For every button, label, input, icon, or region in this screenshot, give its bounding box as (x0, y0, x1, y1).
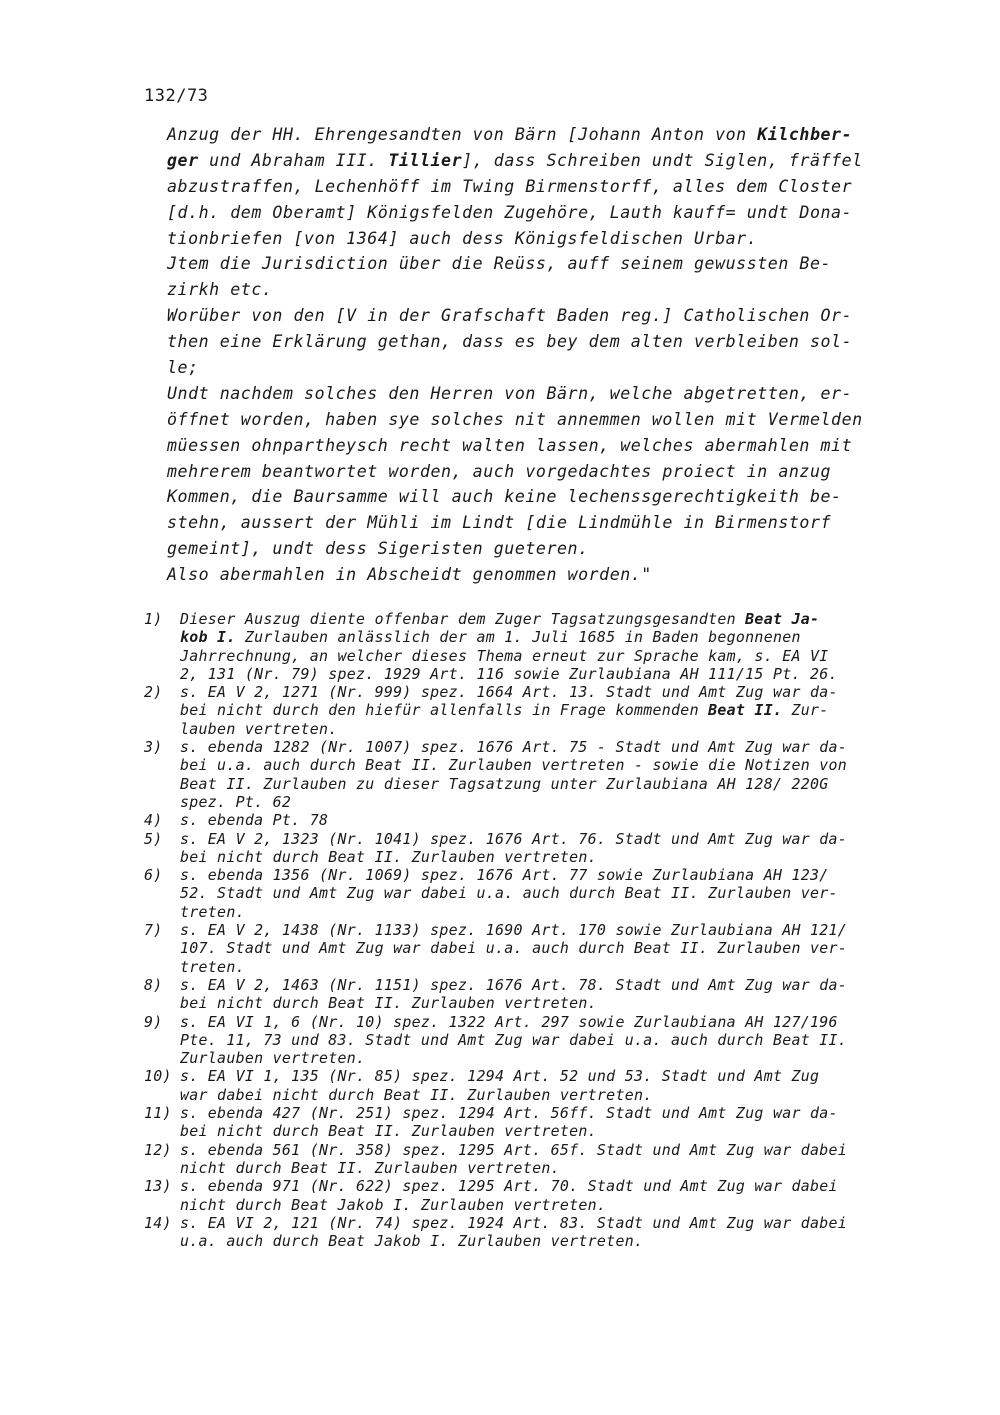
footnote-item (144, 1214, 944, 1251)
text-line (167, 277, 927, 303)
footnote-number: 4) (144, 811, 163, 830)
text-run: nicht durch Beat II. Zurlauben vertreten. (180, 1158, 560, 1177)
bold-name-text: Beat II. (708, 701, 783, 720)
text-run: stehn, aussert der Mühli im Lindt [die Lindmühle in Birmenstorf (167, 513, 832, 533)
footnote-line (180, 1031, 944, 1049)
footnote-line (180, 1141, 944, 1159)
text-run: treten. (180, 902, 245, 921)
footnote-number: 9) (144, 1012, 163, 1031)
text-run: zirkh etc. (167, 280, 273, 300)
bold-name-text: Tillier (388, 150, 463, 170)
footnote-item (144, 866, 944, 921)
footnote-number: 14) (144, 1213, 172, 1232)
footnote-item (144, 1067, 944, 1104)
text-run: müessen ohnpartheysch recht walten lassen, welches abermahlen mit (167, 435, 853, 455)
text-line (167, 510, 927, 536)
text-run: then eine Erklärung gethan, dass es bey dem alten verbleiben sol- (167, 332, 853, 352)
footnote-item (144, 1177, 944, 1214)
footnote-line (180, 921, 944, 939)
bold-name-text: ger (167, 150, 199, 170)
text-line (167, 484, 927, 510)
text-run: Zurlauben anlässlich der am 1. Juli 1685 in Baden begonnenen (235, 628, 801, 647)
text-run: Anzug der HH. Ehrengesandten von Bärn [Johann Anton von (167, 125, 758, 144)
text-run: spez. Pt. 62 (180, 792, 292, 811)
text-run: le; (167, 358, 199, 378)
text-run: [d.h. dem Oberamt] Königsfelden Zugehöre, Lauth kauff= undt Dona- (167, 202, 853, 222)
footnote-line (180, 793, 944, 811)
text-run: treten. (180, 957, 245, 976)
text-line (167, 226, 927, 252)
text-line (167, 303, 927, 329)
text-run: Worüber von den [V in der Grafschaft Baden reg.] Catholischen Or- (167, 306, 853, 326)
footnote-number: 3) (144, 738, 163, 757)
text-run: s. EA V 2, 1323 (Nr. 1041) spez. 1676 Art. 76. Stadt und Amt Zug war da- (180, 829, 848, 848)
footnote-number: 6) (144, 866, 163, 885)
text-run: u.a. auch durch Beat Jakob I. Zurlauben vertreten. (180, 1232, 644, 1251)
footnotes-section (144, 610, 944, 1250)
text-run: s. EA V 2, 1463 (Nr. 1151) spez. 1676 Art. 78. Stadt und Amt Zug war da- (180, 975, 848, 994)
footnote-line (180, 1177, 944, 1195)
text-run: 52. Stadt und Amt Zug war dabei u.a. auch durch Beat II. Zurlauben ver- (180, 884, 838, 903)
text-run: bei nicht durch Beat II. Zurlauben vertreten. (180, 994, 597, 1013)
text-run: bei nicht durch den hiefür allenfalls in Frage kommenden (180, 701, 709, 720)
footnote-line (180, 610, 944, 628)
bold-name-text: Kilchber- (757, 125, 853, 144)
footnote-line (180, 1122, 944, 1140)
text-run: s. EA VI 1, 6 (Nr. 10) spez. 1322 Art. 297 sowie Zurlaubiana AH 127/196 (180, 1012, 838, 1031)
footnote-number: 11) (144, 1104, 172, 1123)
footnote-item (144, 610, 944, 683)
text-line (167, 355, 927, 381)
text-run: Beat II. Zurlauben zu dieser Tagsatzung unter Zurlaubiana AH 128/ 220G (180, 774, 829, 793)
text-line (167, 148, 927, 174)
footnote-item (144, 1013, 944, 1068)
quoted-document-text (167, 122, 927, 588)
text-run: 2, 131 (Nr. 79) spez. 1929 Art. 116 sowie Zurlaubiana AH 111/15 Pt. 26. (180, 664, 838, 683)
text-run: Kommen, die Baursamme will auch keine lechenssgerechtigkeith be- (167, 487, 842, 507)
footnote-line (180, 830, 944, 848)
text-run: Pte. 11, 73 und 83. Stadt und Amt Zug war dabei u.a. auch durch Beat II. (180, 1030, 848, 1049)
text-run: s. EA VI 1, 135 (Nr. 85) spez. 1294 Art. 52 und 53. Stadt und Amt Zug (180, 1067, 820, 1086)
footnote-line (180, 647, 944, 665)
footnote-line (180, 756, 944, 774)
text-run: lauben vertreten. (180, 719, 338, 738)
footnote-line (180, 701, 944, 719)
text-run: s. ebenda 427 (Nr. 251) spez. 1294 Art. 56ff. Stadt und Amt Zug war da- (180, 1104, 838, 1123)
text-run: tionbriefen [von 1364] auch dess Königsfeldischen Urbar. (167, 228, 758, 248)
footnote-line (180, 1159, 944, 1177)
text-line (167, 381, 927, 407)
footnote-line (180, 775, 944, 793)
footnote-number: 10) (144, 1067, 172, 1086)
text-run: Zur- (782, 701, 829, 720)
text-run: Jahrrechnung, an welcher dieses Thema erneut zur Sprache kam, s. EA VI (180, 646, 829, 665)
footnote-number: 8) (144, 975, 163, 994)
footnote-item (144, 921, 944, 976)
text-run: bei u.a. auch durch Beat II. Zurlauben vertreten - sowie die Notizen von (180, 756, 848, 775)
text-run: s. EA VI 2, 121 (Nr. 74) spez. 1924 Art. 83. Stadt und Amt Zug war dabei (180, 1213, 848, 1232)
text-run: mehrerem beantwortet worden, auch vorgedachtes proiect in anzug (167, 461, 832, 481)
footnote-item (144, 738, 944, 811)
text-run: bei nicht durch Beat II. Zurlauben vertreten. (180, 1122, 597, 1141)
text-line (167, 122, 927, 148)
footnote-line (180, 903, 944, 921)
footnote-line (180, 994, 944, 1012)
text-run: bei nicht durch Beat II. Zurlauben vertreten. (180, 847, 597, 866)
text-line (167, 459, 927, 485)
text-run: s. ebenda Pt. 78 (180, 811, 329, 830)
footnote-line (180, 628, 944, 646)
footnote-number: 7) (144, 921, 163, 940)
footnote-line (180, 720, 944, 738)
text-run: abzustraffen, Lechenhöff im Twing Birmenstorff, alles dem Closter (167, 176, 853, 196)
text-run: öffnet worden, haben sye solches nit annemmen wollen mit Vermelden (167, 409, 863, 429)
text-line (167, 251, 927, 277)
text-run: Undt nachdem solches den Herren von Bärn, welche abgetretten, er- (167, 383, 853, 403)
footnote-line (180, 811, 944, 829)
text-line (167, 407, 927, 433)
footnote-line (180, 1049, 944, 1067)
text-run: Dieser Auszug diente offenbar dem Zuger Tagsatzungsgesandten (180, 610, 746, 628)
footnote-number: 1) (144, 610, 163, 628)
text-line (167, 433, 927, 459)
text-run: und Abraham III. (198, 150, 389, 170)
footnote-number: 13) (144, 1177, 172, 1196)
footnote-line (180, 976, 944, 994)
footnote-line (180, 1067, 944, 1085)
text-run: 107. Stadt und Amt Zug war dabei u.a. auch durch Beat II. Zurlauben ver- (180, 939, 848, 958)
text-run: s. EA V 2, 1271 (Nr. 999) spez. 1664 Art. 13. Stadt und Amt Zug war da- (180, 683, 838, 702)
footnote-item (144, 683, 944, 738)
footnote-number: 5) (144, 829, 163, 848)
footnote-line (180, 683, 944, 701)
footnote-line (180, 939, 944, 957)
text-line (167, 174, 927, 200)
text-run: war dabei nicht durch Beat II. Zurlauben vertreten. (180, 1085, 653, 1104)
footnote-line (180, 1086, 944, 1104)
bold-name-text: kob I. (180, 628, 236, 647)
footnote-number: 2) (144, 683, 163, 702)
footnote-line (180, 1232, 944, 1250)
footnote-line (180, 1104, 944, 1122)
footnote-number: 12) (144, 1140, 172, 1159)
footnote-item (144, 830, 944, 867)
footnote-line (180, 665, 944, 683)
text-run: ], dass Schreiben undt Siglen, fräffel (462, 150, 863, 170)
text-line (167, 200, 927, 226)
text-run: s. ebenda 1282 (Nr. 1007) spez. 1676 Art. 75 - Stadt und Amt Zug war da- (180, 738, 848, 757)
footnote-item (144, 811, 944, 829)
text-run: s. ebenda 561 (Nr. 358) spez. 1295 Art. 65f. Stadt und Amt Zug war dabei (180, 1140, 848, 1159)
text-line (167, 562, 927, 588)
footnote-line (180, 866, 944, 884)
footnote-item (144, 1141, 944, 1178)
footnote-line (180, 1214, 944, 1232)
text-run: Jtem die Jurisdiction über die Reüss, auff seinem gewussten Be- (167, 254, 832, 274)
footnote-line (180, 738, 944, 756)
text-run: s. ebenda 971 (Nr. 622) spez. 1295 Art. 70. Stadt und Amt Zug war dabei (180, 1177, 838, 1196)
footnote-line (180, 848, 944, 866)
footnote-item (144, 976, 944, 1013)
text-run: s. EA V 2, 1438 (Nr. 1133) spez. 1690 Art. 170 sowie Zurlaubiana AH 121/ (180, 921, 848, 940)
text-run: gemeint], undt dess Sigeristen gueteren. (167, 539, 589, 559)
text-line (167, 536, 927, 562)
footnote-line (180, 884, 944, 902)
footnote-line (180, 1013, 944, 1031)
text-run: s. ebenda 1356 (Nr. 1069) spez. 1676 Art. 77 sowie Zurlaubiana AH 123/ (180, 866, 829, 885)
bold-name-text: Beat Ja- (745, 610, 820, 628)
text-run: Zurlauben vertreten. (180, 1049, 366, 1068)
text-line (167, 329, 927, 355)
text-run: Also abermahlen in Abscheidt genommen worden." (167, 565, 652, 585)
page-number: 132/73 (144, 86, 209, 106)
footnote-item (144, 1104, 944, 1141)
footnote-line (180, 958, 944, 976)
text-run: nicht durch Beat Jakob I. Zurlauben vertreten. (180, 1195, 607, 1214)
footnote-line (180, 1196, 944, 1214)
